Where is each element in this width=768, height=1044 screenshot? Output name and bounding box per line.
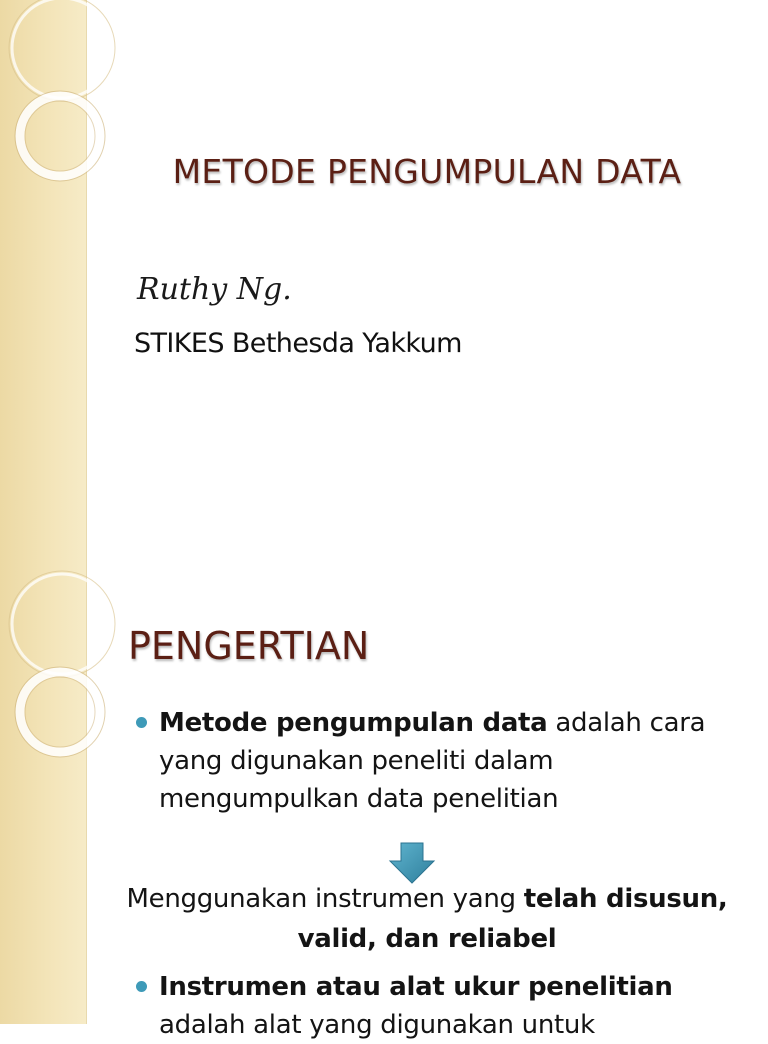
- content-slide: [0, 576, 768, 1040]
- author-name: Ruthy Ng.: [137, 272, 292, 307]
- down-arrow-icon: [389, 842, 435, 884]
- bullet-definition: [159, 704, 759, 818]
- bullet-instrument-term: Instrumen atau alat ukur penelitian: [159, 972, 673, 1002]
- instrument-note-text: Menggunakan instrumen yang: [126, 884, 524, 914]
- bullet-instrument: [159, 968, 759, 1044]
- instrument-note-emphasis: telah disusun, valid, dan reliabel: [297, 884, 728, 954]
- bullet-definition-text: adalah cara yang digunakan peneliti dalam mengumpulkan data penelitian: [159, 708, 706, 814]
- bullet-definition-term: Metode pengumpulan data: [159, 708, 548, 738]
- decorative-rings-icon: [0, 0, 100, 200]
- decorative-rings-icon: [0, 576, 100, 776]
- section-title: PENGERTIAN: [128, 624, 370, 668]
- bullet-instrument-text: adalah alat yang digunakan untuk: [159, 1010, 595, 1040]
- instrument-note: [86, 879, 768, 959]
- author-affiliation: STIKES Bethesda Yakkum: [134, 328, 462, 359]
- deck-title: METODE PENGUMPULAN DATA: [172, 152, 682, 191]
